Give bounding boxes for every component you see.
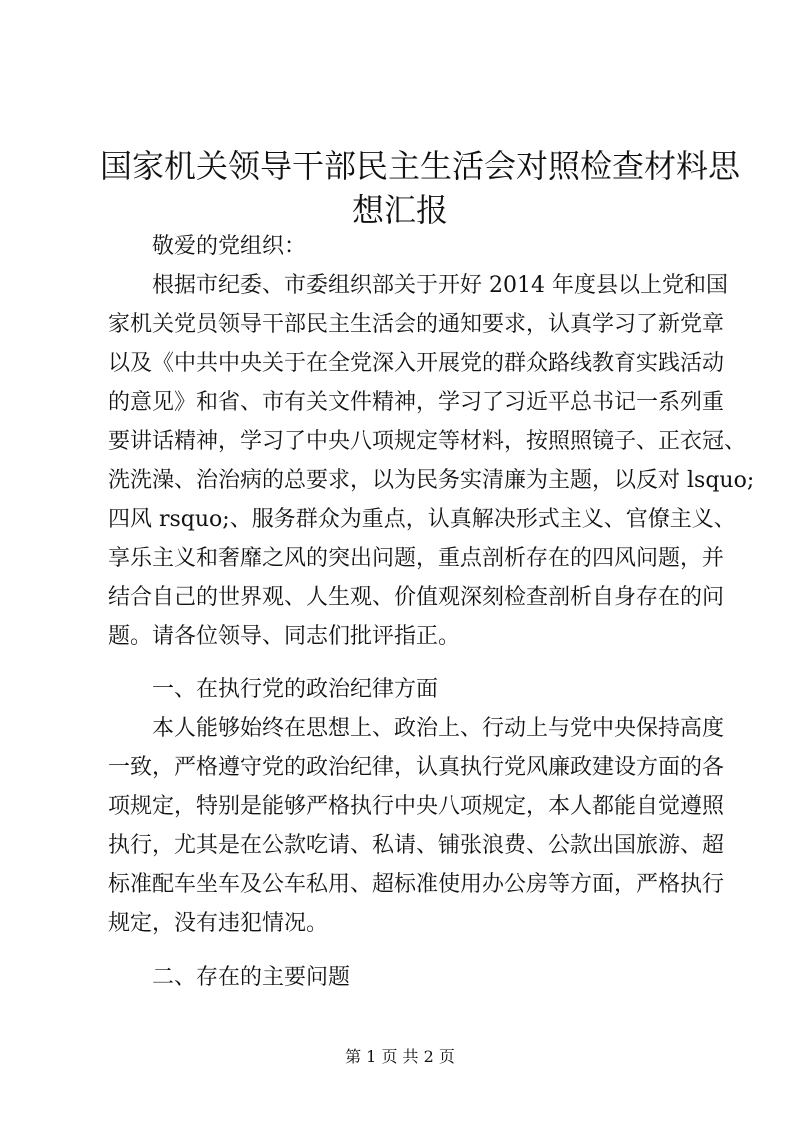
page-number: 第 1 页 共 2 页 — [345, 1047, 455, 1066]
document-title-line-1: 国家机关领导干部民主生活会对照检查材料思 — [100, 147, 741, 185]
body-line: 家机关党员领导干部民主生活会的通知要求，认真学习了新党章 — [108, 312, 725, 337]
section-heading: 一、在执行党的政治纪律方面 — [152, 677, 439, 702]
body-line: 四风 rsquo;、服务群众为重点，认真解决形式主义、官僚主义、 — [108, 507, 736, 532]
body-line: 结合自己的世界观、人生观、价值观深刻检查剖析自身存在的问 — [108, 585, 725, 610]
body-line: 标准配车坐车及公车私用、超标准使用办公房等方面，严格执行 — [108, 872, 725, 897]
body-line: 要讲话精神，学习了中央八项规定等材料，按照照镜子、正衣冠、 — [108, 429, 747, 454]
body-line: 的意见》和省、市有关文件精神，学习了习近平总书记一系列重 — [108, 390, 725, 415]
salutation: 敬爱的党组织： — [152, 234, 307, 259]
body-line: 根据市纪委、市委组织部关于开好 2014 年度县以上党和国 — [152, 273, 728, 298]
body-line: 洗洗澡、治治病的总要求，以为民务实清廉为主题，以反对 lsquo; — [108, 468, 755, 493]
body-line: 题。请各位领导、同志们批评指正。 — [108, 624, 461, 649]
document-title-line-2: 想汇报 — [351, 191, 448, 229]
body-line: 本人能够始终在思想上、政治上、行动上与党中央保持高度 — [152, 716, 725, 741]
body-line: 一致，严格遵守党的政治纪律，认真执行党风廉政建设方面的各 — [108, 755, 725, 780]
body-line: 项规定，特别是能够严格执行中央八项规定，本人都能自觉遵照 — [108, 794, 725, 819]
section-heading: 二、存在的主要问题 — [152, 965, 351, 990]
body-line: 享乐主义和奢靡之风的突出问题，重点剖析存在的四风问题，并 — [108, 546, 725, 571]
body-line: 规定，没有违犯情况。 — [108, 911, 329, 936]
body-line: 以及《中共中央关于在全党深入开展党的群众路线教育实践活动 — [108, 351, 725, 376]
body-line: 执行，尤其是在公款吃请、私请、铺张浪费、公款出国旅游、超 — [108, 833, 725, 858]
